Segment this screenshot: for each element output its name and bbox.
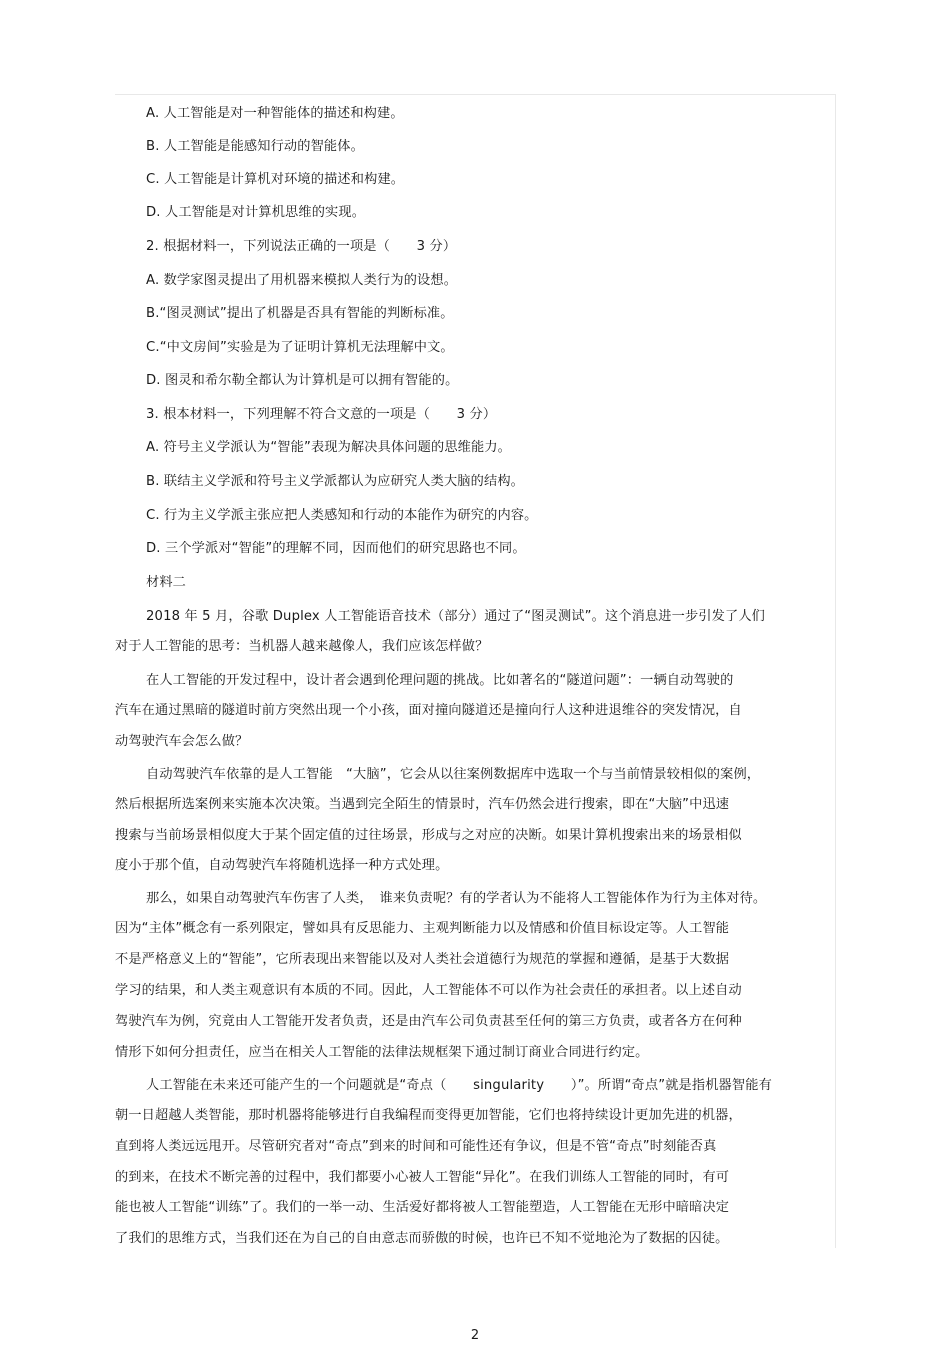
paragraph-line: 在人工智能的开发过程中，设计者会遇到伦理问题的挑战。比如著名的“隧道问题”：一辆自动驾驶的 — [146, 673, 734, 688]
q1-option-b: B. 人工智能是能感知行动的智能体。 — [146, 139, 364, 154]
paragraph-line: 因为“主体”概念有一系列限定，譬如具有反思能力、主观判断能力以及情感和价值目标设定等。人工智能 — [115, 921, 730, 936]
paragraph-line: 能也被人工智能“训练”了。我们的一举一动、生活爱好都将被人工智能塑造，人工智能在无形中暗暗决定 — [115, 1200, 730, 1215]
paragraph-line: 汽车在通过黑暗的隧道时前方突然出现一个小孩，面对撞向隧道还是撞向行人这种进退维谷的突发情况，自 — [115, 703, 742, 718]
paragraph-line: 的到来，在技术不断完善的过程中，我们都要小心被人工智能“异化”。在我们训练人工智能的同时，有可 — [115, 1170, 730, 1185]
paragraph-line: 直到将人类远远甩开。尽管研究者对“奇点”到来的时间和可能性还有争议，但是不管“奇点”时刻能否真 — [115, 1139, 717, 1154]
paragraph-line: 人工智能在未来还可能产生的一个问题就是“奇点（ singularity ）”。所谓“奇点”就是指机器智能有 — [146, 1078, 772, 1093]
paragraph-line: 动驾驶汽车会怎么做？ — [115, 734, 249, 749]
page-frame-top-rule — [115, 94, 835, 95]
q3-option-c: C. 行为主义学派主张应把人类感知和行动的本能作为研究的内容。 — [146, 508, 538, 523]
q3-option-a: A. 符号主义学派认为“智能”表现为解决具体问题的思维能力。 — [146, 440, 512, 455]
paragraph-line: 不是严格意义上的“智能”，它所表现出来智能以及对人类社会道德行为规范的掌握和遵循，是基于大数据 — [115, 952, 730, 967]
q1-option-a: A. 人工智能是对一种智能体的描述和构建。 — [146, 106, 404, 121]
paragraph-line: 驾驶汽车为例，究竟由人工智能开发者负责，还是由汽车公司负责甚至任何的第三方负责，或者各方在何种 — [115, 1014, 742, 1029]
paragraph-line: 学习的结果，和人类主观意识有本质的不同。因此，人工智能体不可以作为社会责任的承担者。以上述自动 — [115, 983, 742, 998]
paragraph-line: 朝一日超越人类智能，那时机器将能够进行自我编程而变得更加智能，它们也将持续设计更加先进的机器， — [115, 1108, 742, 1123]
page-number: 2 — [470, 1328, 480, 1343]
q3-option-d: D. 三个学派对“智能”的理解不同，因而他们的研究思路也不同。 — [146, 541, 526, 556]
paragraph-line: 2018 年 5 月，谷歌 Duplex 人工智能语音技术（部分）通过了“图灵测试”。这个消息进一步引发了人们 — [146, 609, 765, 624]
material2-heading: 材料二 — [146, 575, 187, 590]
page-frame-right-rule — [835, 94, 836, 1248]
q1-option-c: C. 人工智能是计算机对环境的描述和构建。 — [146, 172, 405, 187]
q3-option-b: B. 联结主义学派和符号主义学派都认为应研究人类大脑的结构。 — [146, 474, 524, 489]
q3-stem: 3. 根本材料一，下列理解不符合文意的一项是（ 3 分） — [146, 407, 497, 422]
paragraph-line: 搜索与当前场景相似度大于某个固定值的过往场景，形成与之对应的决断。如果计算机搜索出来的场景相似 — [115, 828, 742, 843]
paragraph-line: 了我们的思维方式，当我们还在为自己的自由意志而骄傲的时候，也许已不知不觉地沦为了数据的囚徒。 — [115, 1231, 729, 1246]
q1-option-d: D. 人工智能是对计算机思维的实现。 — [146, 205, 366, 220]
paragraph-line: 情形下如何分担责任，应当在相关人工智能的法律法规框架下通过制订商业合同进行约定。 — [115, 1045, 649, 1060]
paragraph-line: 那么，如果自动驾驶汽车伤害了人类， 谁来负责呢？有的学者认为不能将人工智能体作为行为主体对待。 — [146, 891, 767, 906]
paragraph-line: 然后根据所选案例来实施本次决策。当遇到完全陌生的情景时，汽车仍然会进行搜索，即在“大脑”中迅速 — [115, 797, 730, 812]
q2-option-c: C.“中文房间”实验是为了证明计算机无法理解中文。 — [146, 340, 454, 355]
paragraph-line: 对于人工智能的思考：当机器人越来越像人，我们应该怎样做？ — [115, 639, 489, 654]
paragraph-line: 度小于那个值，自动驾驶汽车将随机选择一种方式处理。 — [115, 858, 449, 873]
q2-stem: 2. 根据材料一，下列说法正确的一项是（ 3 分） — [146, 239, 457, 254]
q2-option-d: D. 图灵和希尔勒全都认为计算机是可以拥有智能的。 — [146, 373, 459, 388]
q2-option-a: A. 数学家图灵提出了用机器来模拟人类行为的设想。 — [146, 273, 458, 288]
paragraph-line: 自动驾驶汽车依靠的是人工智能 “大脑”，它会从以往案例数据库中选取一个与当前情景较相似的案例， — [146, 767, 761, 782]
q2-option-b: B.“图灵测试”提出了机器是否具有智能的判断标准。 — [146, 306, 454, 321]
